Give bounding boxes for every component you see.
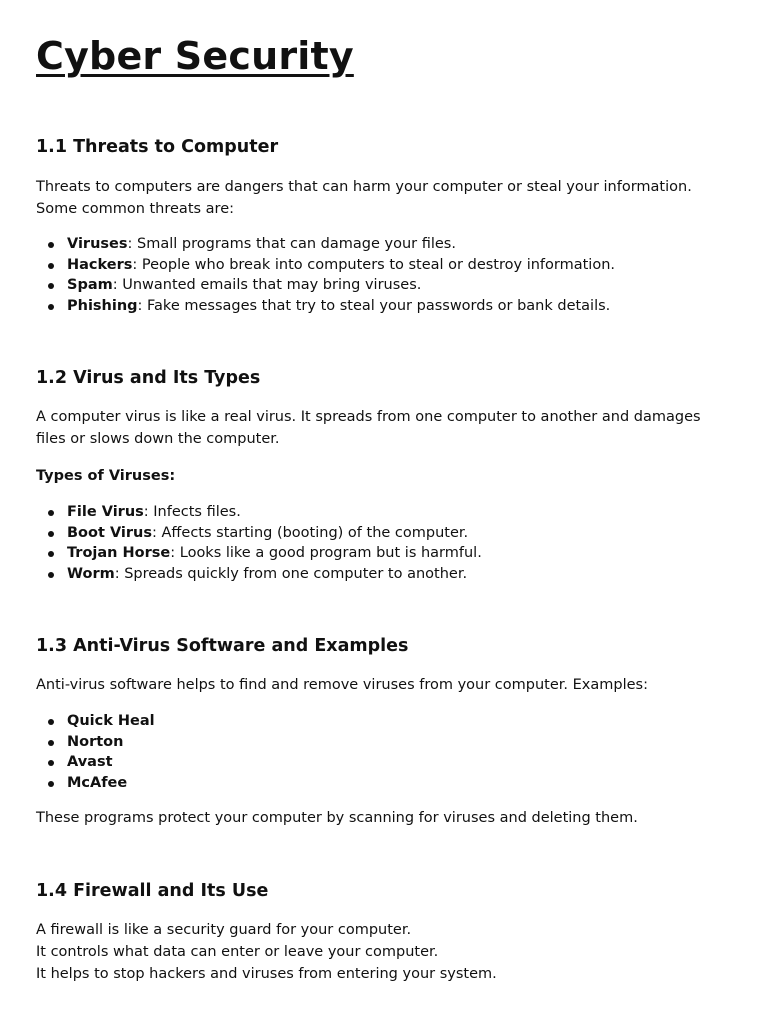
virus-types-list bbox=[36, 502, 482, 584]
section-heading-firewall: 1.4 Firewall and Its Use bbox=[36, 881, 269, 901]
section-heading-threats: 1.1 Threats to Computer bbox=[36, 137, 279, 157]
antivirus-examples-list bbox=[36, 711, 155, 793]
list-item-term: Quick Heal bbox=[67, 713, 155, 729]
list-item-term: File Virus bbox=[67, 504, 144, 520]
section-body-firewall bbox=[36, 919, 726, 985]
firewall-line: It controls what data can enter or leave your computer. bbox=[36, 944, 439, 960]
list-item-desc: : Affects starting (booting) of the computer. bbox=[152, 524, 469, 541]
list-item-term: Hackers bbox=[67, 256, 133, 273]
firewall-line: It helps to stop hackers and viruses from entering your system. bbox=[36, 966, 497, 982]
list-item bbox=[36, 773, 155, 794]
list-item bbox=[36, 255, 615, 276]
section-heading-virus-types: 1.2 Virus and Its Types bbox=[36, 368, 261, 388]
list-item-desc: : Spreads quickly from one computer to another. bbox=[114, 565, 468, 582]
list-item-term: McAfee bbox=[67, 774, 128, 791]
list-item-term: Avast bbox=[67, 754, 113, 770]
page-title: Cyber Security bbox=[36, 34, 354, 78]
list-item-desc: : Fake messages that try to steal your passwords or bank details. bbox=[137, 297, 611, 314]
list-item-term: Worm bbox=[67, 565, 115, 582]
list-item-term: Boot Virus bbox=[67, 524, 152, 541]
list-item-term: Phishing bbox=[67, 297, 138, 314]
section-outro-antivirus: These programs protect your computer by scanning for viruses and deleting them. bbox=[36, 810, 638, 826]
list-item bbox=[36, 732, 155, 753]
list-item-desc: : People who break into computers to steal or destroy information. bbox=[132, 256, 615, 273]
section-intro-threats: Threats to computers are dangers that can harm your computer or steal your information. Some common threats are: bbox=[36, 179, 692, 217]
list-item bbox=[36, 275, 615, 296]
list-item-term: Spam bbox=[67, 277, 113, 293]
list-item-term: Norton bbox=[67, 733, 124, 750]
list-item bbox=[36, 296, 615, 317]
list-item bbox=[36, 502, 482, 523]
list-item-desc: : Looks like a good program but is harmful. bbox=[170, 545, 482, 561]
subheading-types-of-viruses: Types of Viruses: bbox=[36, 468, 176, 484]
list-item bbox=[36, 752, 155, 773]
section-heading-antivirus: 1.3 Anti-Virus Software and Examples bbox=[36, 636, 409, 656]
list-item-term: Trojan Horse bbox=[67, 545, 171, 561]
list-item bbox=[36, 564, 482, 585]
firewall-line: A firewall is like a security guard for your computer. bbox=[36, 922, 412, 938]
list-item-desc: : Small programs that can damage your files. bbox=[127, 236, 456, 252]
threats-list bbox=[36, 234, 615, 316]
section-intro-virus-types: A computer virus is like a real virus. It spreads from one computer to another and damages files or slows down the computer. bbox=[36, 409, 701, 447]
list-item-desc: : Infects files. bbox=[143, 504, 241, 520]
list-item-term: Viruses bbox=[67, 236, 128, 252]
list-item bbox=[36, 523, 482, 544]
list-item bbox=[36, 543, 482, 564]
list-item bbox=[36, 234, 615, 255]
list-item bbox=[36, 711, 155, 732]
list-item-desc: : Unwanted emails that may bring viruses. bbox=[112, 277, 422, 293]
section-intro-antivirus: Anti-virus software helps to find and remove viruses from your computer. Examples: bbox=[36, 677, 648, 693]
